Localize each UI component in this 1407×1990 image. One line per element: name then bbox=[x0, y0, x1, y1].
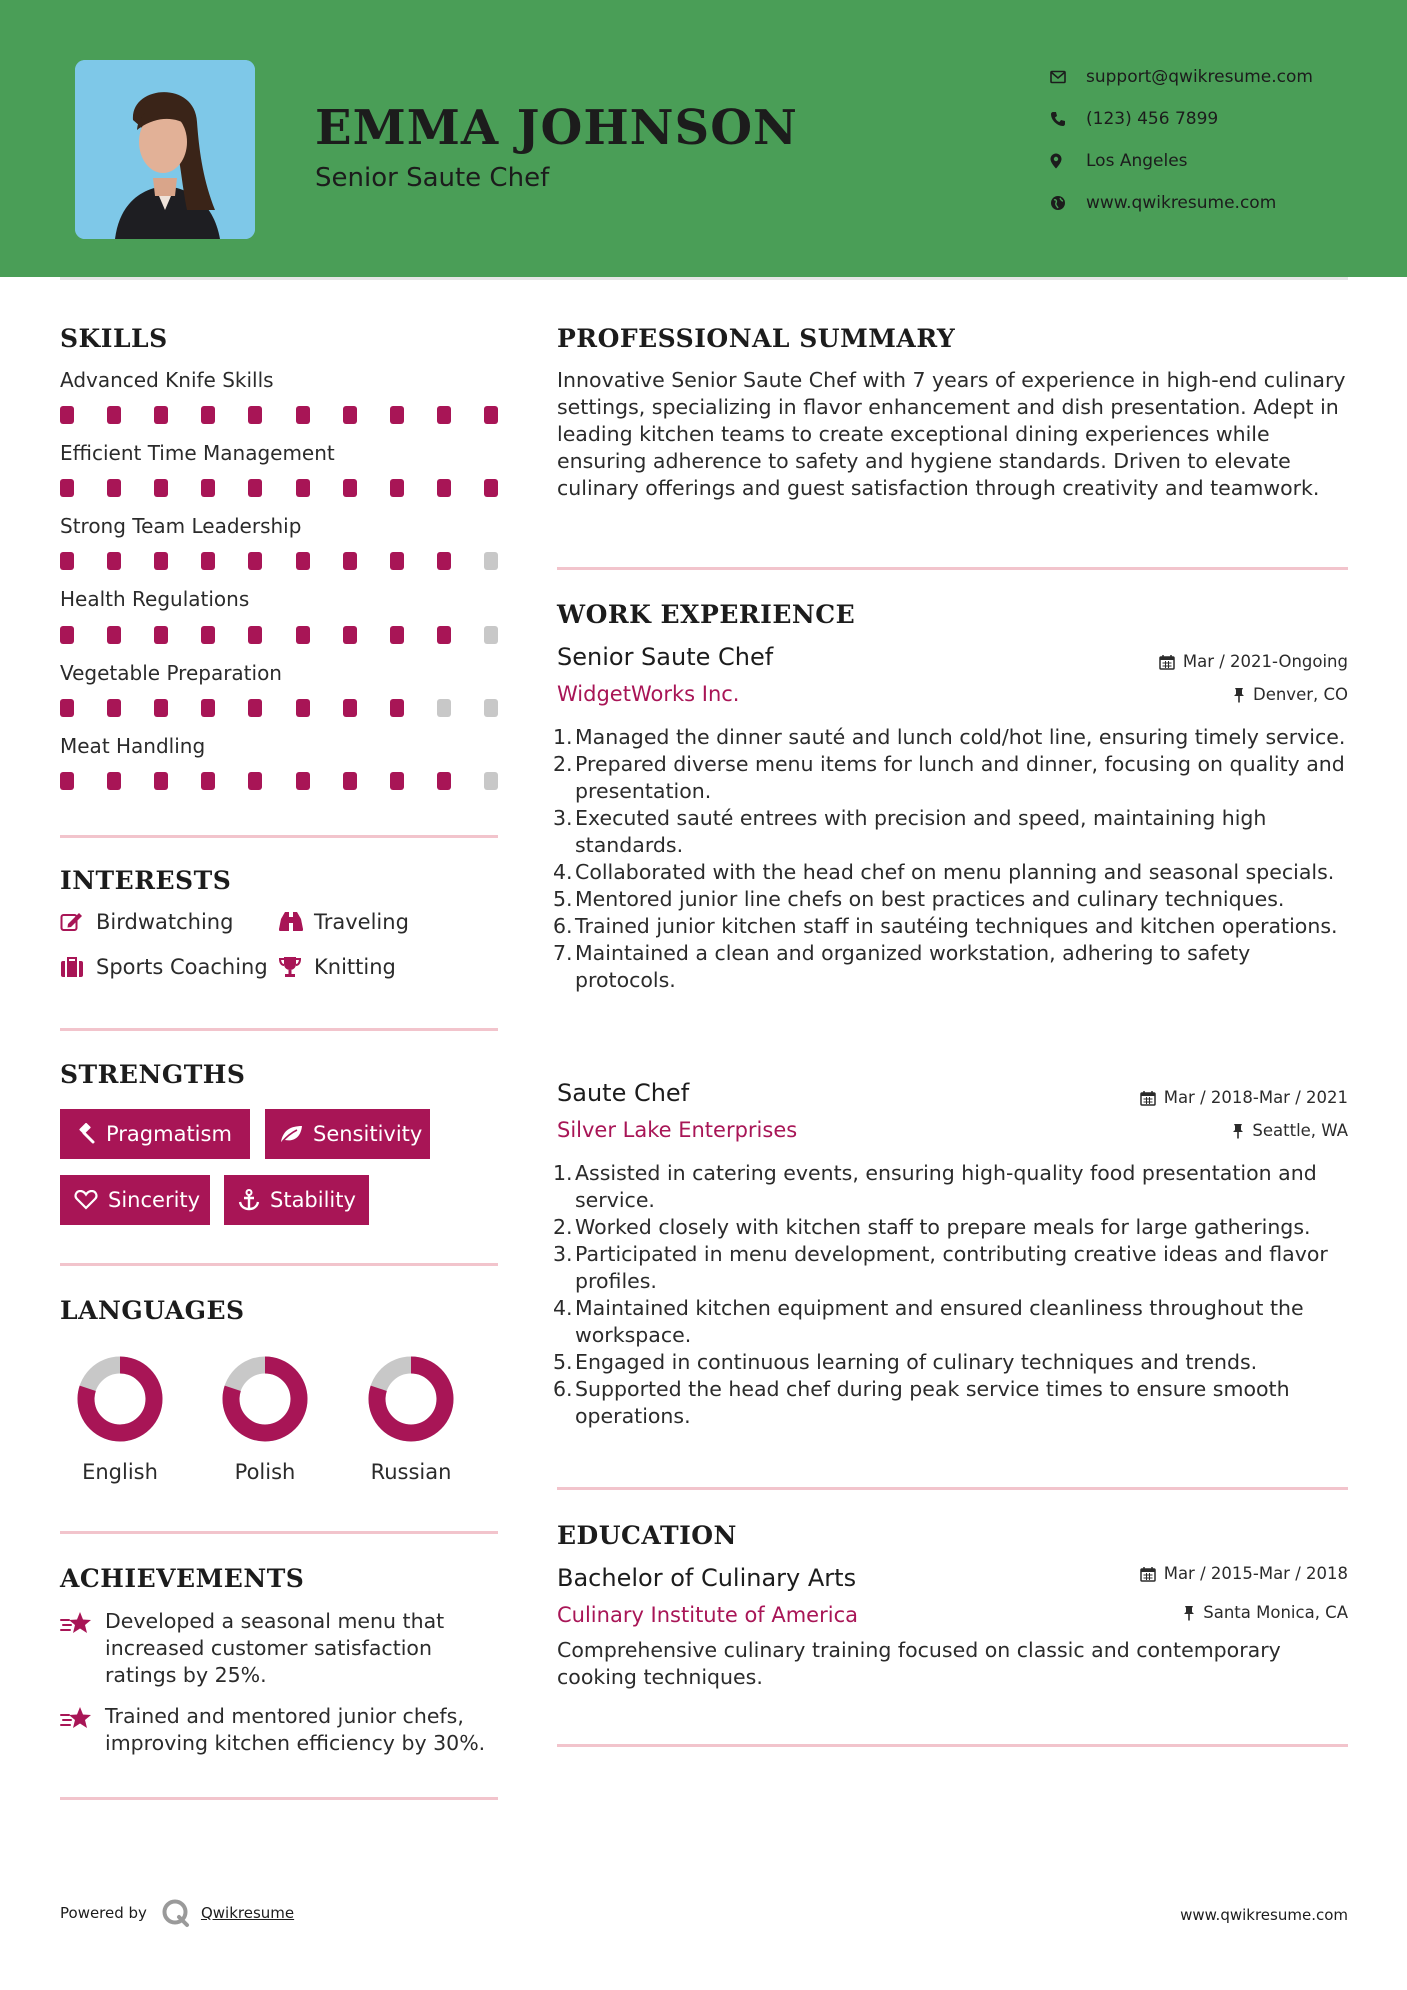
skill-dot bbox=[437, 699, 451, 717]
strength-tag bbox=[224, 1175, 369, 1225]
experience-heading: WORK EXPERIENCE bbox=[557, 600, 856, 629]
profile-photo bbox=[75, 60, 255, 239]
skill-label: Health Regulations bbox=[60, 587, 250, 611]
skill-dot bbox=[390, 699, 404, 717]
skill-dot bbox=[296, 406, 310, 424]
skill-dot bbox=[437, 552, 451, 570]
skill-dot bbox=[343, 406, 357, 424]
skill-dot bbox=[437, 772, 451, 790]
contact-phone[interactable] bbox=[1050, 98, 1313, 140]
job-bullet: 5. Mentored junior line chefs on best practices and culinary techniques. bbox=[553, 887, 1285, 911]
skill-dot bbox=[60, 552, 74, 570]
job-dates-text: Mar / 2018-Mar / 2021 bbox=[1163, 1088, 1348, 1107]
strength-tag bbox=[265, 1109, 430, 1159]
section-divider bbox=[60, 1263, 498, 1266]
shooting-star-icon bbox=[60, 1608, 105, 1689]
skill-dot bbox=[390, 406, 404, 424]
education-dates-text: Mar / 2015-Mar / 2018 bbox=[1163, 1564, 1348, 1583]
powered-by-text: Powered by bbox=[60, 1904, 147, 1922]
job-bullet: 4. Collaborated with the head chef on menu planning and seasonal specials. bbox=[553, 860, 1335, 884]
strength-label: Stability bbox=[270, 1188, 356, 1212]
skill-dot bbox=[484, 552, 498, 570]
skill-dot bbox=[296, 626, 310, 644]
job-company: WidgetWorks Inc. bbox=[557, 682, 740, 706]
skill-dot bbox=[154, 626, 168, 644]
skill-dot bbox=[107, 406, 121, 424]
language-level-ring bbox=[222, 1356, 308, 1442]
skill-dot bbox=[248, 406, 262, 424]
skill-dot bbox=[437, 479, 451, 497]
skill-dot bbox=[484, 406, 498, 424]
skill-rating bbox=[60, 406, 498, 424]
calendar-icon bbox=[1140, 1090, 1156, 1106]
contact-phone-text: (123) 456 7899 bbox=[1086, 109, 1219, 129]
job-bullet: 5. Engaged in continuous learning of culinary techniques and trends. bbox=[553, 1350, 1258, 1374]
skill-dot bbox=[201, 626, 215, 644]
header-banner bbox=[0, 0, 1407, 277]
contact-email[interactable] bbox=[1050, 56, 1313, 98]
interest-label: Knitting bbox=[314, 955, 396, 979]
skill-dot bbox=[248, 479, 262, 497]
skill-dot bbox=[390, 772, 404, 790]
interests-heading: INTERESTS bbox=[60, 866, 232, 895]
job-bullet: 2. Worked closely with kitchen staff to prepare meals for large gatherings. bbox=[553, 1215, 1311, 1239]
header-divider bbox=[60, 277, 1348, 280]
job-bullet: 3. Executed sauté entrees with precision and speed, maintaining high standards. bbox=[553, 806, 1267, 857]
contact-email-text: support@qwikresume.com bbox=[1086, 67, 1313, 87]
shooting-star-icon bbox=[60, 1703, 105, 1757]
section-divider bbox=[60, 835, 498, 838]
job-dates bbox=[1159, 652, 1348, 671]
skill-dot bbox=[154, 699, 168, 717]
education-heading: EDUCATION bbox=[557, 1521, 737, 1550]
language-level-ring bbox=[77, 1356, 163, 1442]
skill-dot bbox=[248, 772, 262, 790]
skill-dot bbox=[343, 626, 357, 644]
skill-rating bbox=[60, 699, 498, 717]
skill-dot bbox=[107, 552, 121, 570]
job-location-text: Seattle, WA bbox=[1252, 1121, 1348, 1140]
achievement-item bbox=[60, 1608, 500, 1689]
skill-dot bbox=[248, 699, 262, 717]
strengths-heading: STRENGTHS bbox=[60, 1060, 246, 1089]
interest-item bbox=[60, 955, 268, 979]
contact-website[interactable] bbox=[1050, 182, 1313, 224]
skill-rating bbox=[60, 626, 498, 644]
interest-item bbox=[60, 910, 233, 934]
skill-dot bbox=[296, 479, 310, 497]
skill-rating bbox=[60, 772, 498, 790]
map-pin-icon bbox=[1050, 153, 1086, 169]
skill-dot bbox=[107, 699, 121, 717]
job-location bbox=[1232, 1121, 1348, 1140]
phone-icon bbox=[1050, 111, 1086, 127]
skill-dot bbox=[343, 772, 357, 790]
job-bullets bbox=[553, 724, 1353, 994]
skill-dot bbox=[201, 772, 215, 790]
achievement-text: Trained and mentored junior chefs, improving kitchen efficiency by 30%. bbox=[105, 1704, 486, 1755]
interest-label: Birdwatching bbox=[96, 910, 234, 934]
strength-label: Sensitivity bbox=[313, 1122, 423, 1146]
skill-dot bbox=[60, 699, 74, 717]
language-label: Polish bbox=[234, 1460, 296, 1484]
skill-dot bbox=[201, 479, 215, 497]
gavel-icon bbox=[74, 1123, 96, 1145]
education-school: Culinary Institute of America bbox=[557, 1603, 858, 1627]
qwikresume-link[interactable]: Qwikresume bbox=[200, 1904, 295, 1922]
section-divider bbox=[60, 1531, 498, 1534]
interest-item bbox=[278, 910, 409, 934]
job-bullet: 6. Supported the head chef during peak service times to ensure smooth operations. bbox=[553, 1377, 1290, 1428]
skill-dot bbox=[154, 552, 168, 570]
trophy-icon bbox=[278, 956, 314, 978]
pushpin-icon bbox=[1232, 1123, 1244, 1139]
skill-dot bbox=[343, 479, 357, 497]
summary-heading: PROFESSIONAL SUMMARY bbox=[557, 324, 956, 353]
skill-dot bbox=[484, 479, 498, 497]
envelope-icon bbox=[1050, 70, 1086, 84]
skill-dot bbox=[154, 772, 168, 790]
skill-label: Efficient Time Management bbox=[60, 441, 335, 465]
skill-dot bbox=[390, 626, 404, 644]
education-degree: Bachelor of Culinary Arts bbox=[557, 1564, 857, 1592]
skill-dot bbox=[107, 772, 121, 790]
job-location-text: Denver, CO bbox=[1252, 685, 1348, 704]
section-divider bbox=[60, 1028, 498, 1031]
skill-dot bbox=[296, 552, 310, 570]
achievement-item bbox=[60, 1703, 500, 1757]
job-bullet: 1. Managed the dinner sauté and lunch cold/hot line, ensuring timely service. bbox=[553, 725, 1346, 749]
skill-dot bbox=[60, 479, 74, 497]
interest-label: Sports Coaching bbox=[96, 955, 268, 979]
education-dates bbox=[1140, 1564, 1348, 1583]
skill-dot bbox=[248, 552, 262, 570]
skill-dot bbox=[107, 479, 121, 497]
strength-tag bbox=[60, 1175, 210, 1225]
section-divider bbox=[557, 567, 1348, 570]
job-bullet: 4. Maintained kitchen equipment and ensured cleanliness throughout the workspace. bbox=[553, 1296, 1304, 1347]
footer-website[interactable]: www.qwikresume.com bbox=[1180, 1906, 1348, 1924]
job-company: Silver Lake Enterprises bbox=[557, 1118, 798, 1142]
skill-dot bbox=[437, 626, 451, 644]
contact-location-text: Los Angeles bbox=[1086, 151, 1188, 171]
pushpin-icon bbox=[1233, 687, 1245, 703]
education-description: Comprehensive culinary training focused on classic and contemporary cooking techniques. bbox=[557, 1638, 1281, 1689]
job-bullet: 1. Assisted in catering events, ensuring high-quality food presentation and service. bbox=[553, 1161, 1317, 1212]
skill-dot bbox=[390, 552, 404, 570]
skill-dot bbox=[201, 699, 215, 717]
skill-dot bbox=[437, 406, 451, 424]
skill-dot bbox=[201, 552, 215, 570]
skill-rating bbox=[60, 479, 498, 497]
education-location bbox=[1183, 1603, 1348, 1622]
anchor-icon bbox=[238, 1189, 260, 1211]
language-level-ring bbox=[368, 1356, 454, 1442]
job-bullet: 6. Trained junior kitchen staff in sautéing techniques and kitchen operations. bbox=[553, 914, 1338, 938]
skill-dot bbox=[60, 406, 74, 424]
skill-dot bbox=[484, 699, 498, 717]
heart-icon bbox=[74, 1190, 98, 1210]
skill-dot bbox=[296, 772, 310, 790]
skill-dot bbox=[154, 406, 168, 424]
strength-label: Sincerity bbox=[108, 1188, 201, 1212]
job-bullet: 2. Prepared diverse menu items for lunch and dinner, focusing on quality and presentation. bbox=[553, 752, 1345, 803]
job-title: Senior Saute Chef bbox=[557, 643, 774, 671]
languages-heading: LANGUAGES bbox=[60, 1296, 245, 1325]
skill-dot bbox=[390, 479, 404, 497]
skill-dot bbox=[60, 772, 74, 790]
calendar-icon bbox=[1159, 654, 1175, 670]
binoculars-icon bbox=[278, 911, 314, 933]
strength-tag bbox=[60, 1109, 250, 1159]
skill-label: Advanced Knife Skills bbox=[60, 368, 274, 392]
skill-rating bbox=[60, 552, 498, 570]
contact-list bbox=[1050, 56, 1313, 224]
strength-label: Pragmatism bbox=[106, 1122, 232, 1146]
skill-dot bbox=[343, 699, 357, 717]
footer-powered-by bbox=[60, 1898, 294, 1928]
skill-dot bbox=[60, 626, 74, 644]
job-bullets bbox=[553, 1160, 1353, 1430]
language-label: English bbox=[82, 1460, 158, 1484]
skill-label: Vegetable Preparation bbox=[60, 661, 282, 685]
job-bullet: 7. Maintained a clean and organized workstation, adhering to safety protocols. bbox=[553, 941, 1251, 992]
skill-dot bbox=[484, 626, 498, 644]
pencil-square-icon bbox=[60, 911, 96, 933]
job-dates-text: Mar / 2021-Ongoing bbox=[1182, 652, 1348, 671]
section-divider bbox=[557, 1744, 1348, 1747]
skill-dot bbox=[484, 772, 498, 790]
qwikresume-logo-icon bbox=[161, 1898, 191, 1928]
skill-label: Strong Team Leadership bbox=[60, 514, 302, 538]
contact-location bbox=[1050, 140, 1313, 182]
job-location bbox=[1233, 685, 1348, 704]
skills-heading: SKILLS bbox=[60, 324, 168, 353]
job-title: Saute Chef bbox=[557, 1079, 690, 1107]
leaf-icon bbox=[279, 1124, 303, 1144]
job-dates bbox=[1140, 1088, 1348, 1107]
section-divider bbox=[60, 1797, 498, 1800]
section-divider bbox=[557, 1487, 1348, 1490]
skill-dot bbox=[154, 479, 168, 497]
education-location-text: Santa Monica, CA bbox=[1203, 1603, 1348, 1622]
briefcase-icon bbox=[60, 956, 96, 978]
candidate-name: EMMA JOHNSON bbox=[315, 100, 798, 156]
candidate-role: Senior Saute Chef bbox=[315, 163, 550, 193]
pushpin-icon bbox=[1183, 1605, 1195, 1621]
contact-website-text: www.qwikresume.com bbox=[1086, 193, 1277, 213]
achievement-text: Developed a seasonal menu that increased customer satisfaction ratings by 25%. bbox=[105, 1609, 445, 1687]
interest-item bbox=[278, 955, 396, 979]
interest-label: Traveling bbox=[314, 910, 409, 934]
globe-icon bbox=[1050, 195, 1086, 211]
skill-label: Meat Handling bbox=[60, 734, 206, 758]
achievements-heading: ACHIEVEMENTS bbox=[60, 1564, 305, 1593]
skill-dot bbox=[107, 626, 121, 644]
skill-dot bbox=[201, 406, 215, 424]
skill-dot bbox=[296, 699, 310, 717]
job-bullet: 3. Participated in menu development, contributing creative ideas and flavor profiles. bbox=[553, 1242, 1328, 1293]
skill-dot bbox=[343, 552, 357, 570]
skill-dot bbox=[248, 626, 262, 644]
calendar-icon bbox=[1140, 1566, 1156, 1582]
language-label: Russian bbox=[370, 1460, 452, 1484]
summary-text: Innovative Senior Saute Chef with 7 years of experience in high-end culinary settings, specializing in flavor enhancement and dish presentation. Adept in leading kitchen teams to create exceptional dining experiences while ensuring adherence to safety and hygiene standards. Driven to elevate culinary offerings and guest satisfaction through creativity and teamwork. bbox=[557, 368, 1346, 500]
